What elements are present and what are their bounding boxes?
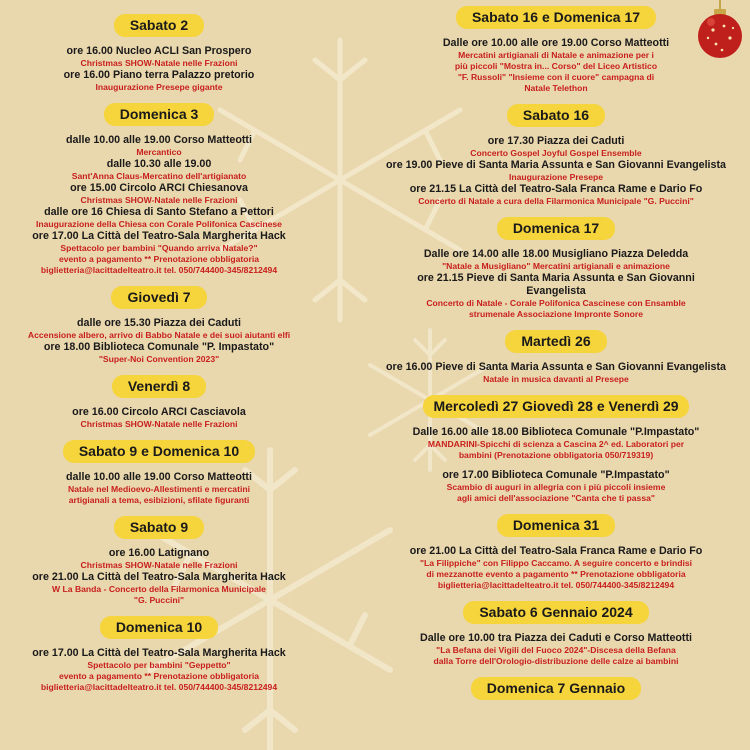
day-header: Venerdì 8 xyxy=(112,375,206,398)
event-day-sabato-9-e-domenica-10 xyxy=(0,440,318,506)
day-header: Sabato 9 xyxy=(114,516,204,539)
event-time-location: ore 21.15 La Città del Teatro-Sala Franca Rame e Dario Fo xyxy=(409,183,703,195)
event-time-location: ore 18.00 Biblioteca Comunale "P. Impastato" xyxy=(43,341,275,353)
event-day-domenica-31 xyxy=(362,514,750,591)
spacer xyxy=(362,461,750,469)
event-time-location: dalle 10.00 alle 19.00 Corso Matteotti xyxy=(66,134,252,146)
event-time-location: ore 21.15 Pieve di Santa Maria Assunta e San Giovanni xyxy=(417,272,695,284)
event-description: Natale Telethon xyxy=(524,83,588,93)
event-description: biglietteria@lacittadelteatro.it tel. 050/744400-345/8212494 xyxy=(40,265,278,275)
right-column xyxy=(362,0,750,718)
event-day-mercoled-27-gioved-28-e-venerd-29 xyxy=(362,395,750,504)
event-description: Concerto di Natale - Corale Polifonica Cascinese con Ensamble xyxy=(426,298,686,308)
event-time-location: ore 17.00 Biblioteca Comunale "P.Impastato" xyxy=(442,469,670,481)
event-description: più piccoli "Mostra in... Corso" del Liceo Artistico xyxy=(454,61,658,71)
day-header: Giovedì 7 xyxy=(111,286,206,309)
event-day-venerd-8 xyxy=(0,375,318,430)
event-description: Christmas SHOW-Natale nelle Frazioni xyxy=(80,58,238,68)
event-description: biglietteria@lacittadelteatro.it tel. 050/744400-345/8212494 xyxy=(437,580,675,590)
event-description: "Super-Noi Convention 2023" xyxy=(98,354,220,364)
event-description: Scambio di auguri in allegria con i più piccoli insieme xyxy=(446,482,666,492)
event-time-location: ore 19.00 Pieve di Santa Maria Assunta e San Giovanni Evangelista xyxy=(386,159,726,171)
event-time-location: ore 16.00 Pieve di Santa Maria Assunta e San Giovanni Evangelista xyxy=(386,361,726,373)
event-description: Concerto di Natale a cura della Filarmonica Municipale "G. Puccini" xyxy=(418,196,694,206)
event-time-location: dalle 10.30 alle 19.00 xyxy=(106,158,212,170)
event-day-domenica-10 xyxy=(0,616,318,693)
event-time-location: ore 15.00 Circolo ARCI Chiesanova xyxy=(70,182,248,194)
event-time-location: dalle 10.00 alle 19.00 Corso Matteotti xyxy=(66,471,252,483)
event-day-sabato-9 xyxy=(0,516,318,606)
event-day-gioved-7 xyxy=(0,286,318,365)
event-description: agli amici dell'associazione "Canta che ti passa" xyxy=(457,493,655,503)
day-header: Sabato 16 e Domenica 17 xyxy=(456,6,656,29)
event-description: Christmas SHOW-Natale nelle Frazioni xyxy=(80,560,238,570)
event-time-location: ore 17.00 La Città del Teatro-Sala Margherita Hack xyxy=(32,647,286,659)
left-column xyxy=(0,0,318,703)
event-day-domenica-7-gennaio xyxy=(362,677,750,708)
event-time-location: ore 16.00 Piano terra Palazzo pretorio xyxy=(63,69,255,81)
event-day-sabato-6-gennaio-2024 xyxy=(362,601,750,667)
event-description: Mercatini artigianali di Natale e animazione per i xyxy=(458,50,654,60)
event-description: Inaugurazione Presepe gigante xyxy=(95,82,223,92)
day-header: Sabato 16 xyxy=(507,104,605,127)
event-time-location: Dalle ore 14.00 alle 18.00 Musigliano Piazza Deledda xyxy=(423,248,689,260)
event-description: Inaugurazione Presepe xyxy=(508,172,604,182)
event-description: "La Filippiche" con Filippo Caccamo. A seguire concerto e brindisi xyxy=(419,558,693,568)
event-description: dalla Torre dell'Orologio-distribuzione delle calze ai bambini xyxy=(433,656,679,666)
event-description: Natale in musica davanti al Presepe xyxy=(483,374,629,384)
event-day-domenica-3 xyxy=(0,103,318,276)
event-description: evento a pagamento ** Prenotazione obbligatoria xyxy=(58,671,260,681)
event-time-location: Evangelista xyxy=(526,285,586,297)
event-time-location: ore 16.00 Latignano xyxy=(108,547,210,559)
event-description: Christmas SHOW-Natale nelle Frazioni xyxy=(80,419,238,429)
event-time-location: Dalle ore 10.00 tra Piazza dei Caduti e Corso Matteotti xyxy=(419,632,692,644)
event-description: Mercantico xyxy=(136,147,182,157)
event-description: Sant'Anna Claus-Mercatino dell'artigianato xyxy=(71,171,247,181)
event-time-location: ore 17.00 La Città del Teatro-Sala Margherita Hack xyxy=(32,230,286,242)
event-description: "G. Puccini" xyxy=(133,595,185,605)
day-header: Sabato 2 xyxy=(114,14,204,37)
event-description: strumenale Associazione Impronte Sonore xyxy=(469,309,643,319)
event-time-location: dalle ore 16 Chiesa di Santo Stefano a Pettori xyxy=(44,206,274,218)
event-description: evento a pagamento ** Prenotazione obbligatoria xyxy=(58,254,260,264)
event-time-location: ore 21.00 La Città del Teatro-Sala Franca Rame e Dario Fo xyxy=(409,545,703,557)
event-description: "Natale a Musigliano" Mercatini artigianali e animazione xyxy=(442,261,670,271)
event-description: Spettacolo per bambini "Quando arriva Natale?" xyxy=(60,243,258,253)
event-time-location: ore 21.00 La Città del Teatro-Sala Margherita Hack xyxy=(32,571,286,583)
event-day-sabato-2 xyxy=(0,0,318,93)
event-day-sabato-16-e-domenica-17 xyxy=(362,0,750,94)
event-description: bambini (Prenotazione obbligatoria 050/719319) xyxy=(458,450,654,460)
event-description: Spettacolo per bambini "Geppetto" xyxy=(87,660,231,670)
day-header: Mercoledì 27 Giovedì 28 e Venerdì 29 xyxy=(423,395,688,418)
event-description: MANDARINI-Spicchi di scienza a Cascina 2^ ed. Laboratori per xyxy=(427,439,685,449)
event-description: "La Befana dei Vigili del Fuoco 2024"-Discesa della Befana xyxy=(436,645,676,655)
day-header: Martedì 26 xyxy=(505,330,606,353)
event-time-location: ore 16.00 Circolo ARCI Casciavola xyxy=(72,406,246,418)
event-description: "F. Russoli" "Insieme con il cuore" campagna di xyxy=(457,72,655,82)
day-header: Sabato 9 e Domenica 10 xyxy=(63,440,255,463)
event-description: biglietteria@lacittadelteatro.it tel. 050/744400-345/8212494 xyxy=(40,682,278,692)
event-description: Inaugurazione della Chiesa con Corale Polifonica Cascinese xyxy=(36,219,282,229)
event-day-domenica-17 xyxy=(362,217,750,320)
event-day-marted-26 xyxy=(362,330,750,385)
event-description: W La Banda - Concerto della Filarmonica Municipale xyxy=(52,584,266,594)
event-description: Concerto Gospel Joyful Gospel Ensemble xyxy=(470,148,642,158)
event-day-sabato-16 xyxy=(362,104,750,207)
event-time-location: dalle ore 15.30 Piazza dei Caduti xyxy=(77,317,241,329)
event-description: Christmas SHOW-Natale nelle Frazioni xyxy=(80,195,238,205)
day-header: Domenica 10 xyxy=(100,616,218,639)
event-description: artigianali a tema, esibizioni, sfilate figuranti xyxy=(68,495,250,505)
event-description: di mezzanotte evento a pagamento ** Prenotazione obbligatoria xyxy=(426,569,686,579)
event-description: Natale nel Medioevo-Allestimenti e mercatini xyxy=(68,484,250,494)
event-description: Accensione albero, arrivo di Babbo Natale e dei suoi aiutanti elfi xyxy=(27,330,291,340)
day-header: Sabato 6 Gennaio 2024 xyxy=(463,601,648,624)
day-header: Domenica 3 xyxy=(104,103,215,126)
day-header: Domenica 17 xyxy=(497,217,615,240)
event-time-location: Dalle ore 10.00 alle ore 19.00 Corso Matteotti xyxy=(442,37,670,49)
event-time-location: ore 16.00 Nucleo ACLI San Prospero xyxy=(66,45,252,57)
event-time-location: ore 17.30 Piazza dei Caduti xyxy=(487,135,625,147)
day-header: Domenica 7 Gennaio xyxy=(471,677,641,700)
day-header: Domenica 31 xyxy=(497,514,615,537)
event-time-location: Dalle 16.00 alle 18.00 Biblioteca Comunale "P.Impastato" xyxy=(412,426,700,438)
